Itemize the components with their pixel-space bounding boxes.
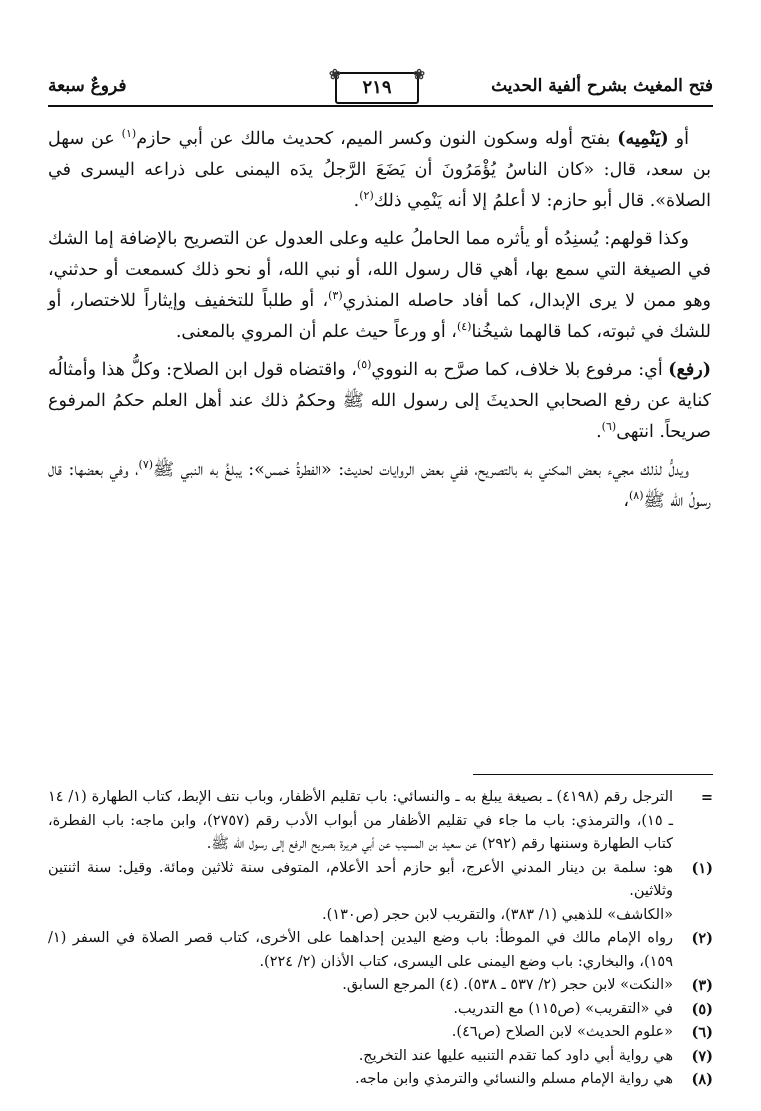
footnote-number: (٦) [691, 1024, 713, 1041]
footnote-divider [473, 774, 713, 775]
main-paragraph [48, 355, 711, 448]
header-divider [48, 105, 713, 107]
page-number: ٢١٩ [362, 77, 392, 98]
footnote-item [48, 974, 713, 998]
text-segment: عن سهل بن سعد، قال: «كان الناسُ يُؤْمَرُونَ أن يَضَعَ الرَّجلُ يدَه اليمنى على ذراعه اليسرى في الصلاة». قال أبو حازم: لا أعلمُ إلا أنه يَنْمِي ذلك [48, 129, 711, 211]
footnote-item [48, 1068, 713, 1092]
footnote-text [48, 974, 673, 998]
footnote-marker: (٦) [601, 420, 617, 434]
footnote-item [48, 998, 713, 1022]
text-segment: ويدلُّ لذلك مجيء بعض المكني به بالتصريح، ففي بعض الروايات لحديث: «الفطرةُ خمس»: يبلغُ به النبي ﷺ [153, 460, 689, 480]
text-segment: ، [623, 491, 629, 511]
book-title: فتح المغيث بشرح ألفية الحديث [491, 76, 713, 96]
page-header [48, 67, 713, 108]
footnote-text [48, 1021, 673, 1045]
footnote-line: هي رواية أبي داود كما تقدم التنبيه عليها عند التخريج. [358, 1047, 673, 1064]
footnote-marker: (٨) [629, 489, 644, 503]
text-segment: أي: مرفوع بلا خلاف، كما صرَّح به النووي [371, 360, 669, 380]
footnote-marker: (١) [121, 127, 137, 141]
footnote-text [48, 1045, 673, 1069]
page-number-box [329, 67, 425, 104]
text-segment: ، أو طلباً للتخفيف وإيثاراً للاختصار، أو للشك في ثبوته، كما قالهما شيخُنا [48, 291, 711, 342]
footnote-marker: (٣) [328, 289, 343, 303]
text-segment: ، واقتضاه قول ابن الصلاح: وكلُّ هذا وأمثالُه كناية عن رفع الصحابي الحديثَ إلى رسول الله ﷺ وحكمُ ذلك عند أهل العلم حكمُ المرفوع صريحاً. انتهى [48, 360, 711, 442]
footnote-item [48, 857, 713, 928]
footnote-line: رواه الإمام مالك في الموطأ: باب وضع اليدين إحداهما على الأخرى، كتاب قصر الصلاة في السفر (١/ ١٥٩)، والبخاري: باب وضع اليمنى على اليسرى، كتاب الأذان (٢/ ٢٢٤). [48, 930, 673, 970]
footnote-number: = [700, 789, 713, 806]
footnote-line: هي رواية الإمام مسلم والنسائي والترمذي وابن ماجه. [355, 1071, 673, 1087]
footnote-marker: (٤) [456, 320, 472, 334]
footnote-marker: (٢) [359, 189, 374, 203]
footnote-item [48, 1045, 713, 1069]
text-segment: ، أو ورعاً حيث علم أن المروي بالمعنى. [175, 322, 457, 342]
footnote-number: (١) [691, 859, 713, 877]
footnote-number: (٢) [691, 930, 713, 947]
text-segment: بفتح أوله وسكون النون وكسر الميم، كحديث مالك عن أبي حازم [136, 129, 618, 149]
footnote-number: (٨) [691, 1071, 713, 1088]
text-segment: أو [668, 129, 689, 149]
footnote-marker: (٥) [356, 358, 372, 372]
defined-term: (يَنْمِيه) [617, 129, 669, 149]
text-segment: ، وفي بعضها: قال رسولُ الله ﷺ [48, 460, 711, 511]
main-paragraph [48, 124, 711, 217]
text-segment: . [596, 422, 602, 442]
text-segment: وكذا قولهم: يُسنِدُه أو يأثره مما الحاملُ عليه وعلى العدول عن التصريح بالإضافة إما الشك في الصيغة التي سمع بها، أهي قال رسول الله، أو نبي الله، أو نحو ذلك كسمعت أو حدثني، وهو ممن لا يرى الإبدال، كما أفاد حاصله المنذري [48, 229, 712, 311]
footnote-text [48, 998, 673, 1022]
footnote-item [48, 1021, 713, 1045]
footnote-marker: (٧) [138, 458, 154, 472]
footnote-number: (٧) [691, 1047, 713, 1065]
footnote-number: (٥) [691, 1000, 713, 1018]
footnote-line: الترجل رقم (٤١٩٨) ـ بصيغة يبلغ به ـ والنسائي: باب تقليم الأظفار، وباب نتف الإبط، كتاب الطهارة (١/ ١٤ ـ ١٥)، والترمذي: باب ما جاء في تقليم الأظفار من أبواب الأدب رقم (٢٧٥٧)، وابن ماجه: باب الفطرة، كتاب الطهارة وسننها رقم (٢٩٢) عن سعيد بن المسيب عن أبي هريرة بصريح الرفع إلى رسول الله ﷺ. [48, 789, 673, 852]
section-title: فروعٌ سبعة [48, 76, 127, 96]
main-text [48, 124, 711, 524]
footnote-text [48, 927, 673, 974]
footnote-line: «الكاشف» للذهبي (١/ ٣٨٣)، والتقريب لابن حجر (ص١٣٠). [322, 906, 673, 923]
footnote-line: هو: سلمة بن دينار المدني الأعرج، أبو حازم أحد الأعلام، المتوفى سنة ثلاثين ومائة. وقيل: سنة اثنتين وثلاثين. [48, 859, 673, 899]
main-paragraph [48, 455, 711, 517]
footnote-text [48, 1068, 673, 1092]
main-paragraph [48, 224, 711, 348]
footnote-item [48, 786, 713, 857]
corner-ornament-icon: ❀ [329, 67, 341, 83]
corner-ornament-icon: ❀ [413, 67, 425, 83]
footnote-line: «علوم الحديث» لابن الصلاح (ص٤٦). [451, 1024, 673, 1040]
footnote-number: (٣) [691, 977, 713, 994]
defined-term: (رفع) [668, 360, 711, 380]
footnote-line: في «التقريب» (ص١١٥) مع التدريب. [453, 1000, 673, 1017]
footnote-text [48, 786, 673, 857]
footnote-item [48, 927, 713, 974]
footnote-text [48, 857, 673, 928]
footnote-line: «النكت» لابن حجر (٢/ ٥٣٧ ـ ٥٣٨). (٤) المرجع السابق. [342, 977, 673, 993]
footnotes [48, 786, 713, 1092]
text-segment: . [353, 191, 360, 211]
